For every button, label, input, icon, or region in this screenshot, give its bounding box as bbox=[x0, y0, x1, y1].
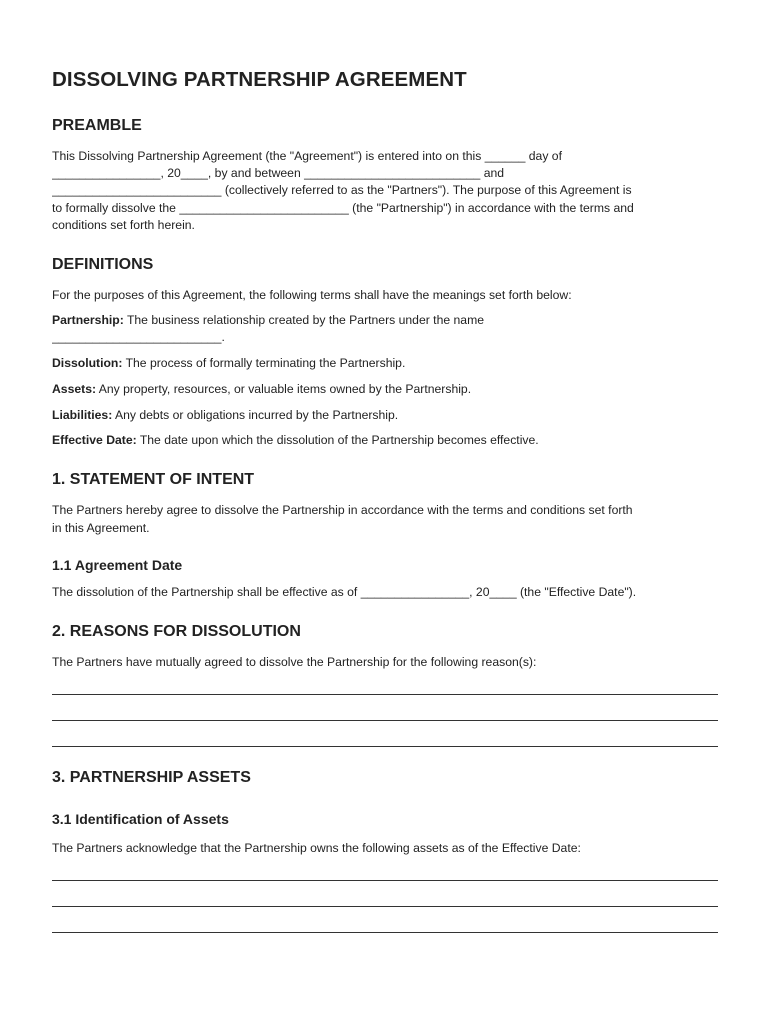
definition-dissolution bbox=[52, 355, 720, 373]
definitions-heading: DEFINITIONS bbox=[52, 256, 154, 273]
document-title: DISSOLVING PARTNERSHIP AGREEMENT bbox=[52, 68, 467, 91]
asset-blank-line-2 bbox=[52, 906, 718, 907]
section-2-text: The Partners have mutually agreed to dissolve the Partnership for the following reason(s): bbox=[52, 655, 537, 669]
reason-blank-line-1 bbox=[52, 694, 718, 695]
section-3-1-heading: 3.1 Identification of Assets bbox=[52, 811, 229, 827]
section-3-1-text: The Partners acknowledge that the Partnership owns the following assets as of the Effective Date: bbox=[52, 841, 581, 855]
definition-partnership bbox=[52, 312, 720, 330]
definition-term: Liabilities: bbox=[52, 408, 113, 422]
definition-text: The business relationship created by the Partners under the name bbox=[123, 313, 484, 327]
definition-assets bbox=[52, 381, 720, 399]
section-2-heading: 2. REASONS FOR DISSOLUTION bbox=[52, 623, 301, 640]
definition-text: Any debts or obligations incurred by the Partnership. bbox=[112, 408, 399, 422]
asset-blank-line-1 bbox=[52, 880, 718, 881]
definition-term: Effective Date: bbox=[52, 433, 137, 447]
preamble-heading: PREAMBLE bbox=[52, 117, 142, 134]
preamble-line-2: ________________, 20____, by and between __________________________ and bbox=[52, 166, 505, 180]
reason-blank-line-2 bbox=[52, 720, 718, 721]
definition-term: Dissolution: bbox=[52, 356, 123, 370]
section-3-heading: 3. PARTNERSHIP ASSETS bbox=[52, 769, 251, 786]
definition-effective-date bbox=[52, 432, 720, 450]
definition-term: Partnership: bbox=[52, 313, 124, 327]
section-1-1-heading: 1.1 Agreement Date bbox=[52, 557, 183, 573]
preamble-line-1: This Dissolving Partnership Agreement (the "Agreement") is entered into on this ______ day of bbox=[52, 149, 562, 163]
definition-liabilities bbox=[52, 407, 720, 425]
section-1-line-1: The Partners hereby agree to dissolve the Partnership in accordance with the terms and conditions set forth bbox=[52, 503, 633, 517]
definitions-intro: For the purposes of this Agreement, the following terms shall have the meanings set forth below: bbox=[52, 288, 572, 302]
section-1-1-text: The dissolution of the Partnership shall be effective as of ________________, 20____ (the "Effective Date"). bbox=[52, 585, 637, 599]
preamble-line-3: _________________________ (collectively referred to as the "Partners"). The purpose of this Agreement is bbox=[52, 183, 632, 197]
section-1-heading: 1. STATEMENT OF INTENT bbox=[52, 471, 255, 488]
definition-text: The process of formally terminating the Partnership. bbox=[122, 356, 406, 370]
definition-term: Assets: bbox=[52, 382, 97, 396]
preamble-line-5: conditions set forth herein. bbox=[52, 218, 195, 232]
definition-partnership-blank: _________________________. bbox=[52, 330, 225, 344]
preamble-line-4: to formally dissolve the _________________________ (the "Partnership") in accordance with the terms and bbox=[52, 201, 634, 215]
definition-text: The date upon which the dissolution of the Partnership becomes effective. bbox=[136, 433, 539, 447]
reason-blank-line-3 bbox=[52, 746, 718, 747]
asset-blank-line-3 bbox=[52, 932, 718, 933]
definition-text: Any property, resources, or valuable items owned by the Partnership. bbox=[96, 382, 472, 396]
section-1-line-2: in this Agreement. bbox=[52, 521, 150, 535]
